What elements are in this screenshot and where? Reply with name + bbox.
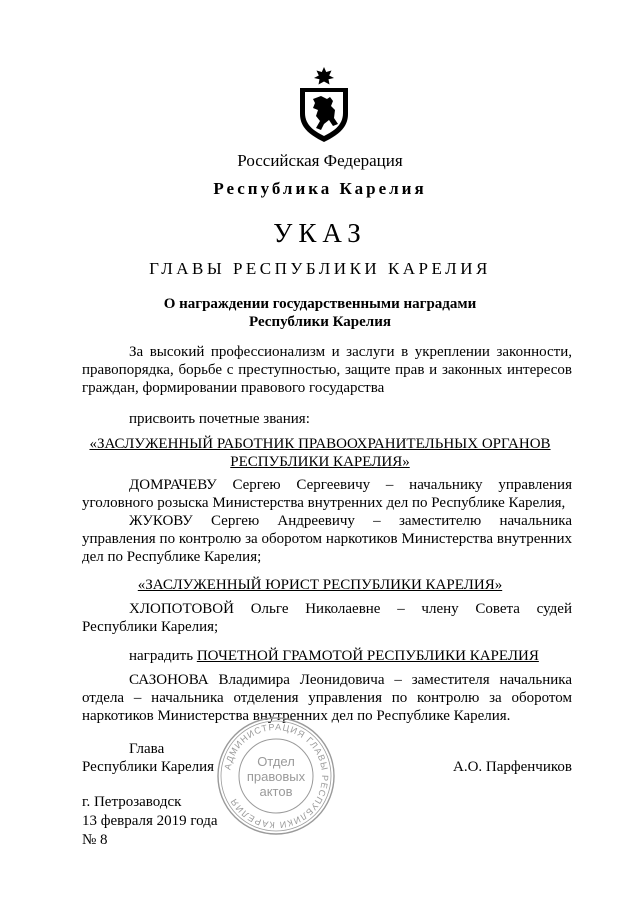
awardee-paragraph: ЖУКОВУ Сергею Андреевичу – заместителю начальника управления по контролю за оборотом наркотиков Министерства внутренних дел по Республике Карелия; [82,513,572,565]
issue-date: 13 февраля 2019 года [82,813,218,829]
stamp-line-3: актов [259,784,293,799]
award-name: ПОЧЕТНОЙ ГРАМОТОЙ РЕСПУБЛИКИ КАРЕЛИЯ [196,648,539,664]
stamp-line-2: правовых [246,769,306,784]
honorary-title-1-line-1: «ЗАСЛУЖЕННЫЙ РАБОТНИК ПРАВООХРАНИТЕЛЬНЫХ ОРГАНОВ [89,436,551,452]
award-line [129,647,539,665]
document-type: УКАЗ [273,218,367,248]
signatory-position-line-1: Глава [129,741,165,757]
honorary-title-1 [0,435,640,471]
stamp-ring-text: АДМИНИСТРАЦИЯ ГЛАВЫ РЕСПУБЛИКИ КАРЕЛИЯ [222,721,331,831]
document-subject [0,295,640,331]
document-number: № 8 [82,832,108,848]
subject-line-1: О награждении государственными наградами [163,296,477,312]
subject-line-2: Республики Карелия [249,314,391,330]
republic-name: Республика Карелия [213,179,427,198]
assign-text: присвоить почетные звания: [129,411,310,427]
honorary-title-1-line-2: РЕСПУБЛИКИ КАРЕЛИЯ» [230,454,410,470]
signatory-name: А.О. Парфенчиков [453,759,572,775]
award-prefix: наградить [129,648,197,664]
stamp-line-1: Отдел [257,754,295,769]
awardee-paragraph: САЗОНОВА Владимира Леонидовича – заместителя начальника отдела – начальника отделения управления по контролю за оборотом наркотиков Министерства внутренних дел по Республике Карелия. [82,672,572,724]
honorary-title-2: «ЗАСЛУЖЕННЫЙ ЮРИСТ РЕСПУБЛИКИ КАРЕЛИЯ» [137,577,503,593]
awardee-paragraph: ДОМРАЧЕВУ Сергею Сергеевичу – начальнику управления уголовного розыска Министерства внутренних дел по Республике Карелия, [82,477,572,511]
issue-city: г. Петрозаводск [82,794,182,810]
country-name: Российская Федерация [237,151,403,170]
signatory-position-line-2: Республики Карелия [82,759,215,775]
intro-paragraph: За высокий профессионализм и заслуги в укреплении законности, правопорядка, борьбе с преступностью, защите прав и законных интересов граждан, формировании правового государства [82,344,572,396]
document-footer [82,793,218,850]
official-stamp [214,714,338,838]
awardee-paragraph: ХЛОПОТОВОЙ Ольге Николаевне – члену Совета судей Республики Карелия; [82,601,572,635]
document-issuer: ГЛАВЫ РЕСПУБЛИКИ КАРЕЛИЯ [149,259,491,278]
karelia-coat-of-arms-icon [294,66,354,144]
